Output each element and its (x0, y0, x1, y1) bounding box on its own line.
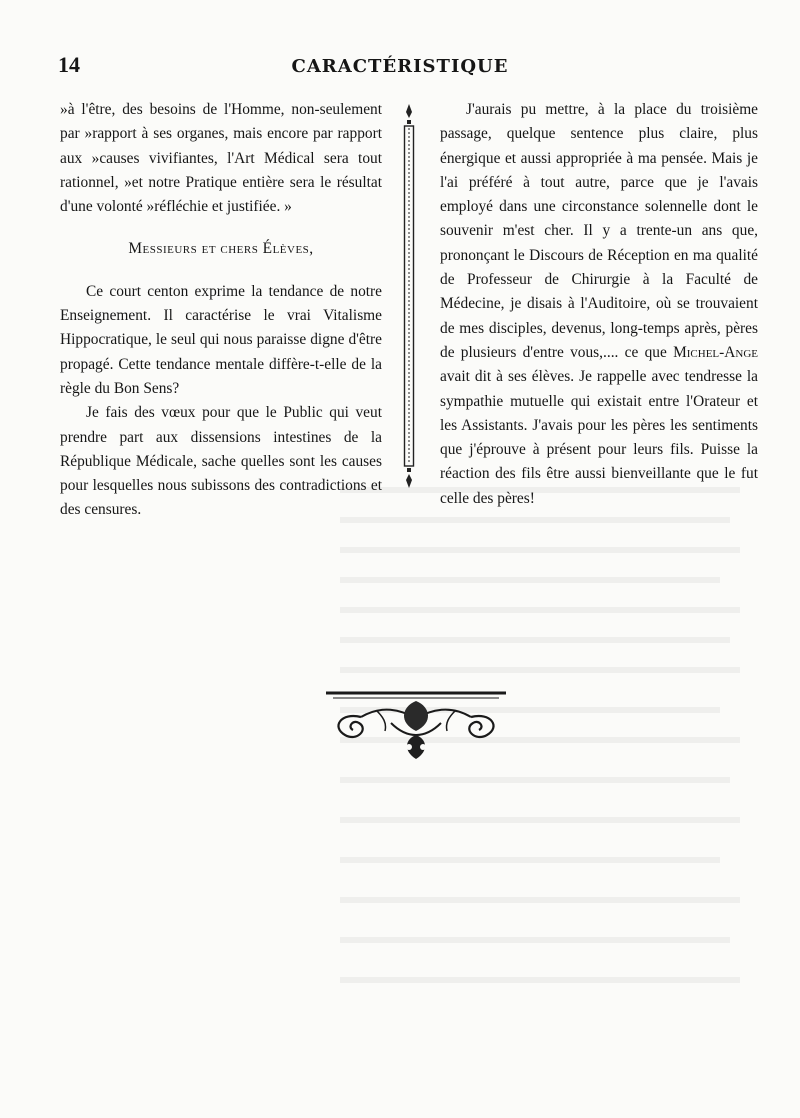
salutation: Messieurs et chers Élèves, (128, 240, 314, 258)
paragraph-end: avait dit à ses élèves. Je rappelle avec tendresse la sympathie mutuelle qui existait entre l'Orateur et les Assistants. J'avais pour les pères les sentiments que j'éprouve à présent pour leurs fils. Puisse la réaction des fils être aussi bienveillante que le fut celle des pères! (440, 368, 758, 507)
left-column (60, 98, 382, 523)
paragraph-troisieme-passage (440, 98, 758, 511)
paragraph-tendance: Ce court centon exprime la tendance de notre Enseignement. Il caractérise le vrai Vitalisme Hippocratique, le seul qui nous paraisse digne d'être propagé. Cette tendance mentale diffère-t-elle de la règle du Bon Sens? (60, 282, 382, 397)
running-title: CARACTÉRISTIQUE (291, 56, 509, 77)
column-divider-ornament (401, 104, 417, 488)
decorative-tailpiece-ornament (321, 687, 511, 762)
right-column (440, 98, 758, 511)
michel-ange-name: Michel-Ange (673, 343, 758, 361)
paragraph-start: J'aurais pu mettre, à la place du troisième passage, quelque sentence plus claire, plus énergique et aussi appropriée à ma pensée. Mais je l'ai préféré à tout autre, parce que je l'avais employé dans une circonstance solennelle dont le souvenir m'est cher. Il y a trente-un ans que, prononçant le Discours de Réception en ma qualité de Professeur de Chirurgie à la Faculté de Médecine, je disais à l'Auditoire, où se trouvaient de mes disciples, devenus, long-temps après, pères de plusieurs d'entre vous,.... ce que (440, 101, 758, 361)
page-number: 14 (58, 52, 80, 77)
paragraph-voeux: Je fais des vœux pour que le Public qui veut prendre part aux dissensions intestines de la République Médicale, sache quelles sont les causes pour lesquelles nous subissons des contradictions et des censures. (60, 404, 382, 519)
quote-continuation: »à l'être, des besoins de l'Homme, non-seulement par »rapport à ses organes, mais encore par rapport aux »causes vivifiantes, l'Art Médical sera tout rationnel, »et notre Pratique entière sera le résultat d'une volonté »réfléchie et justifiée. » (60, 101, 382, 216)
